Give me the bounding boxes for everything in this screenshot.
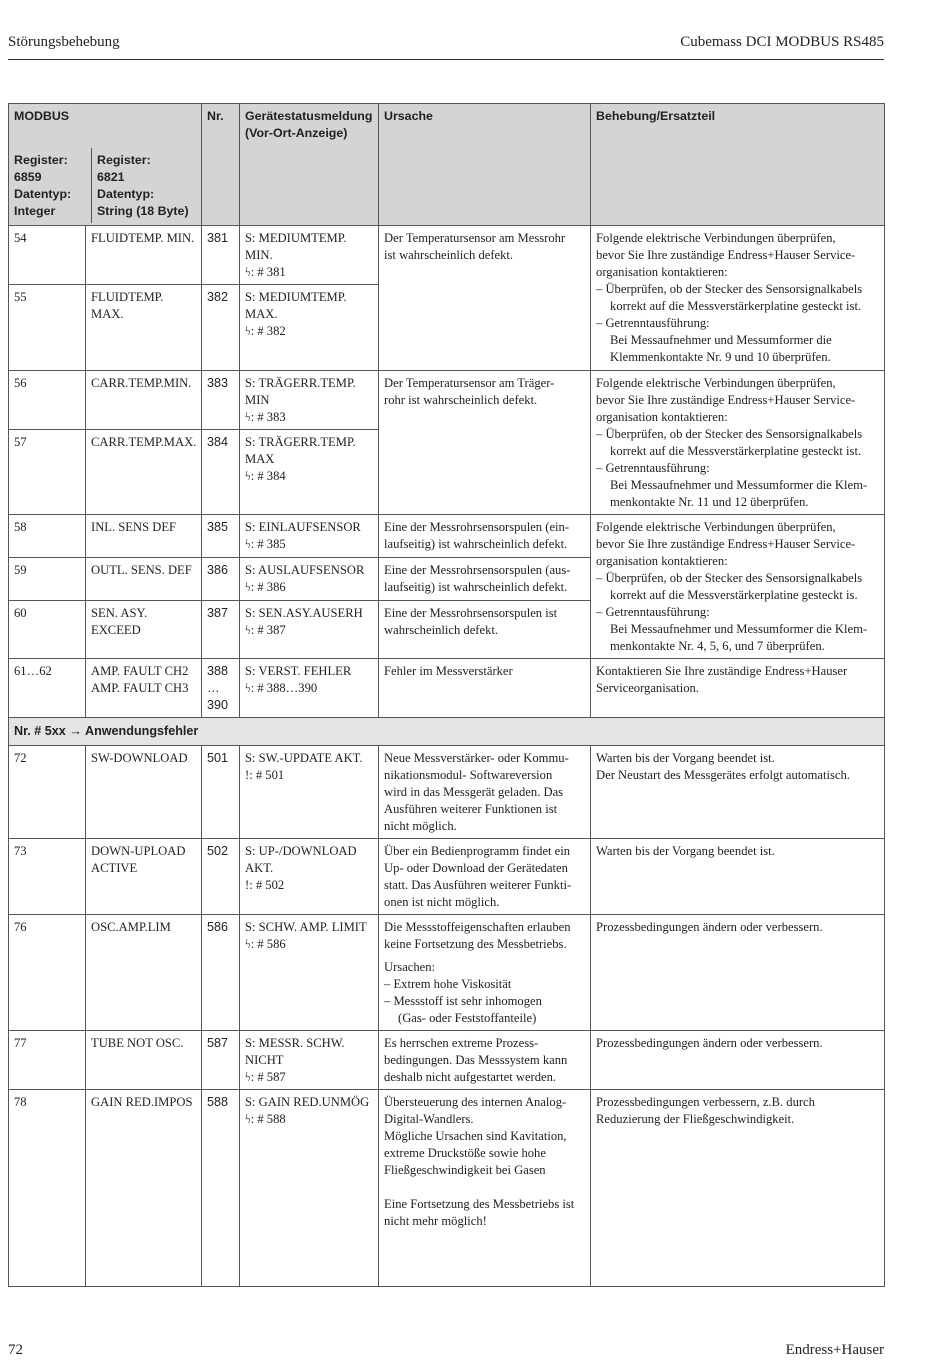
error-name: INL. SENS DEF <box>86 515 202 558</box>
table-row <box>9 515 885 558</box>
modbus-header <box>9 104 202 226</box>
status-message: S: UP-/DOWNLOAD AKT. !: # 502 <box>240 839 379 915</box>
error-name: SW-DOWNLOAD <box>86 746 202 839</box>
register-value: 60 <box>9 601 86 659</box>
register-value: 78 <box>9 1090 86 1287</box>
brand-name: Endress+Hauser <box>785 1342 884 1358</box>
status-message: S: SCHW. AMP. LIMIT ϟ: # 586 <box>240 915 379 1031</box>
remedy-text: Folgende elektrische Verbindungen überprüfen, bevor Sie Ihre zuständige Endress+Hauser Service- organisation kontaktieren: – Überprüfen, ob der Stecker des Sensorsignalkabels korrekt auf die Messverstärkerplatine gesteckt is. – Getrenntausführung: Bei Messaufnehmer und Messumformer die Klem- menkontakte Nr. 4, 5, 6, und 7 überprüfen. <box>591 515 885 659</box>
status-message: S: MEDIUMTEMP. MIN. ϟ: # 381 <box>240 226 379 285</box>
status-message: S: EINLAUFSENSOR ϟ: # 385 <box>240 515 379 558</box>
cause-text: Der Temperatursensor am Träger- rohr ist wahrscheinlich defekt. <box>379 371 591 515</box>
status-message: S: SW.-UPDATE AKT. !: # 501 <box>240 746 379 839</box>
document-title: Cubemass DCI MODBUS RS485 <box>680 34 884 50</box>
cause-header: Ursache <box>379 104 591 226</box>
status-message: S: TRÄGERR.TEMP. MIN ϟ: # 383 <box>240 371 379 430</box>
status-message: S: SEN.ASY.AUSERH ϟ: # 387 <box>240 601 379 659</box>
error-name: CARR.TEMP.MAX. <box>86 430 202 515</box>
error-number: 501 <box>202 746 240 839</box>
register-value: 54 <box>9 226 86 285</box>
status-message-header: Gerätestatusmeldung (Vor-Ort-Anzeige) <box>240 104 379 226</box>
cause-text: Über ein Bedienprogramm findet ein Up- oder Download der Gerätedaten statt. Das Ausführen weiterer Funkti- onen ist nicht möglich. <box>379 839 591 915</box>
status-message: S: TRÄGERR.TEMP. MAX ϟ: # 384 <box>240 430 379 515</box>
cause-text: Neue Messverstärker- oder Kommu- nikationsmodul- Softwareversion wird in das Messgerät geladen. Das Ausführen weiterer Funktionen ist nicht möglich. <box>379 746 591 839</box>
register-value: 57 <box>9 430 86 515</box>
diagnostics-table <box>8 103 885 1287</box>
error-number: 502 <box>202 839 240 915</box>
modbus-header-label: MODBUS <box>14 109 70 123</box>
status-message: S: AUSLAUFSENSOR ϟ: # 386 <box>240 558 379 601</box>
remedy-text: Folgende elektrische Verbindungen überprüfen, bevor Sie Ihre zuständige Endress+Hauser Service- organisation kontaktieren: – Überprüfen, ob der Stecker des Sensorsignalkabels korrekt auf die Messverstärkerplatine gesteckt ist. – Getrenntausführung: Bei Messaufnehmer und Messumformer die Klem- menkontakte Nr. 11 und 12 überprüfen. <box>591 371 885 515</box>
register-value: 73 <box>9 839 86 915</box>
chapter-title: Störungsbehebung <box>8 34 120 50</box>
register-value: 56 <box>9 371 86 430</box>
section-application-errors: Nr. # 5xx → Anwendungsfehler <box>9 718 885 746</box>
remedy-header: Behebung/Ersatzteil <box>591 104 885 226</box>
error-number: 588 <box>202 1090 240 1287</box>
error-number: 383 <box>202 371 240 430</box>
nr-header: Nr. <box>202 104 240 226</box>
remedy-text: Prozessbedingungen verbessern, z.B. durch Reduzierung der Fließgeschwindigkeit. <box>591 1090 885 1287</box>
page-number: 72 <box>8 1342 23 1358</box>
table-row <box>9 915 885 1031</box>
error-number: 381 <box>202 226 240 285</box>
page-header <box>8 30 884 60</box>
error-number: 382 <box>202 285 240 371</box>
remedy-text: Warten bis der Vorgang beendet ist. <box>591 839 885 915</box>
error-name: TUBE NOT OSC. <box>86 1031 202 1090</box>
register-6859-header: Register: 6859 Datentyp: Integer <box>14 153 72 218</box>
table-row <box>9 226 885 285</box>
error-number: 384 <box>202 430 240 515</box>
status-message: S: GAIN RED.UNMÖG ϟ: # 588 <box>240 1090 379 1287</box>
status-message: S: VERST. FEHLER ϟ: # 388…390 <box>240 659 379 718</box>
error-name: CARR.TEMP.MIN. <box>86 371 202 430</box>
error-name: OSC.AMP.LIM <box>86 915 202 1031</box>
table-header-row <box>9 104 885 226</box>
register-value: 61…62 <box>9 659 86 718</box>
status-message: S: MESSR. SCHW. NICHT ϟ: # 587 <box>240 1031 379 1090</box>
remedy-text: Kontaktieren Sie Ihre zuständige Endress+Hauser Serviceorganisation. <box>591 659 885 718</box>
table-row <box>9 371 885 430</box>
register-value: 76 <box>9 915 86 1031</box>
cause-text: Fehler im Messverstärker <box>379 659 591 718</box>
arrow-right-icon: → <box>69 724 82 738</box>
register-value: 77 <box>9 1031 86 1090</box>
error-number: 386 <box>202 558 240 601</box>
error-number: 385 <box>202 515 240 558</box>
error-name: AMP. FAULT CH2 AMP. FAULT CH3 <box>86 659 202 718</box>
section-header-row <box>9 718 885 746</box>
remedy-text: Prozessbedingungen ändern oder verbessern. <box>591 915 885 1031</box>
cause-text: Eine der Messrohrsensorspulen ist wahrscheinlich defekt. <box>379 601 591 659</box>
register-value: 59 <box>9 558 86 601</box>
cause-text: Eine der Messrohrsensorspulen (ein- laufseitig) ist wahrscheinlich defekt. <box>379 515 591 558</box>
remedy-text: Folgende elektrische Verbindungen überprüfen, bevor Sie Ihre zuständige Endress+Hauser Service- organisation kontaktieren: – Überprüfen, ob der Stecker des Sensorsignalkabels korrekt auf die Messverstärkerplatine gesteckt ist. – Getrenntausführung: Bei Messaufnehmer und Messumformer die Klemmenkontakte Nr. 9 und 10 überprüfen. <box>591 226 885 371</box>
error-name: SEN. ASY. EXCEED <box>86 601 202 659</box>
error-name: GAIN RED.IMPOS <box>86 1090 202 1287</box>
error-number: 587 <box>202 1031 240 1090</box>
cause-text: Der Temperatursensor am Messrohr ist wahrscheinlich defekt. <box>379 226 591 371</box>
error-number: 387 <box>202 601 240 659</box>
remedy-text: Warten bis der Vorgang beendet ist. Der Neustart des Messgerätes erfolgt automatisch. <box>591 746 885 839</box>
cause-text: Es herrschen extreme Prozess- bedingungen. Das Messsystem kann deshalb nicht aufgestartet werden. <box>379 1031 591 1090</box>
register-6821-header: Register: 6821 Datentyp: String (18 Byte) <box>91 148 197 223</box>
table-row <box>9 1031 885 1090</box>
error-name: OUTL. SENS. DEF <box>86 558 202 601</box>
remedy-text: Prozessbedingungen ändern oder verbessern. <box>591 1031 885 1090</box>
error-name: FLUIDTEMP. MAX. <box>86 285 202 371</box>
table-row <box>9 839 885 915</box>
cause-text: Übersteuerung des internen Analog- Digital-Wandlers. Mögliche Ursachen sind Kavitation, extreme Druckstöße sowie hohe Fließgeschwindigkeit bei Gasen Eine Fortsetzung des Messbetriebs ist nicht mehr möglich! <box>379 1090 591 1287</box>
register-value: 55 <box>9 285 86 371</box>
register-value: 72 <box>9 746 86 839</box>
table-row <box>9 659 885 718</box>
register-value: 58 <box>9 515 86 558</box>
error-name: FLUIDTEMP. MIN. <box>86 226 202 285</box>
table-row <box>9 1090 885 1287</box>
table-row <box>9 746 885 839</box>
cause-text: Eine der Messrohrsensorspulen (aus- laufseitig) ist wahrscheinlich defekt. <box>379 558 591 601</box>
cause-text: Die Messstoffeigenschaften erlauben keine Fortsetzung des Messbetriebs. Ursachen: – Extrem hohe Viskosität – Messstoff ist sehr inhomogen (Gas- oder Feststoffanteile) <box>379 915 591 1031</box>
error-name: DOWN-UPLOAD ACTIVE <box>86 839 202 915</box>
page-footer <box>8 1338 884 1362</box>
error-number: 388 … 390 <box>202 659 240 718</box>
error-number: 586 <box>202 915 240 1031</box>
status-message: S: MEDIUMTEMP. MAX. ϟ: # 382 <box>240 285 379 371</box>
